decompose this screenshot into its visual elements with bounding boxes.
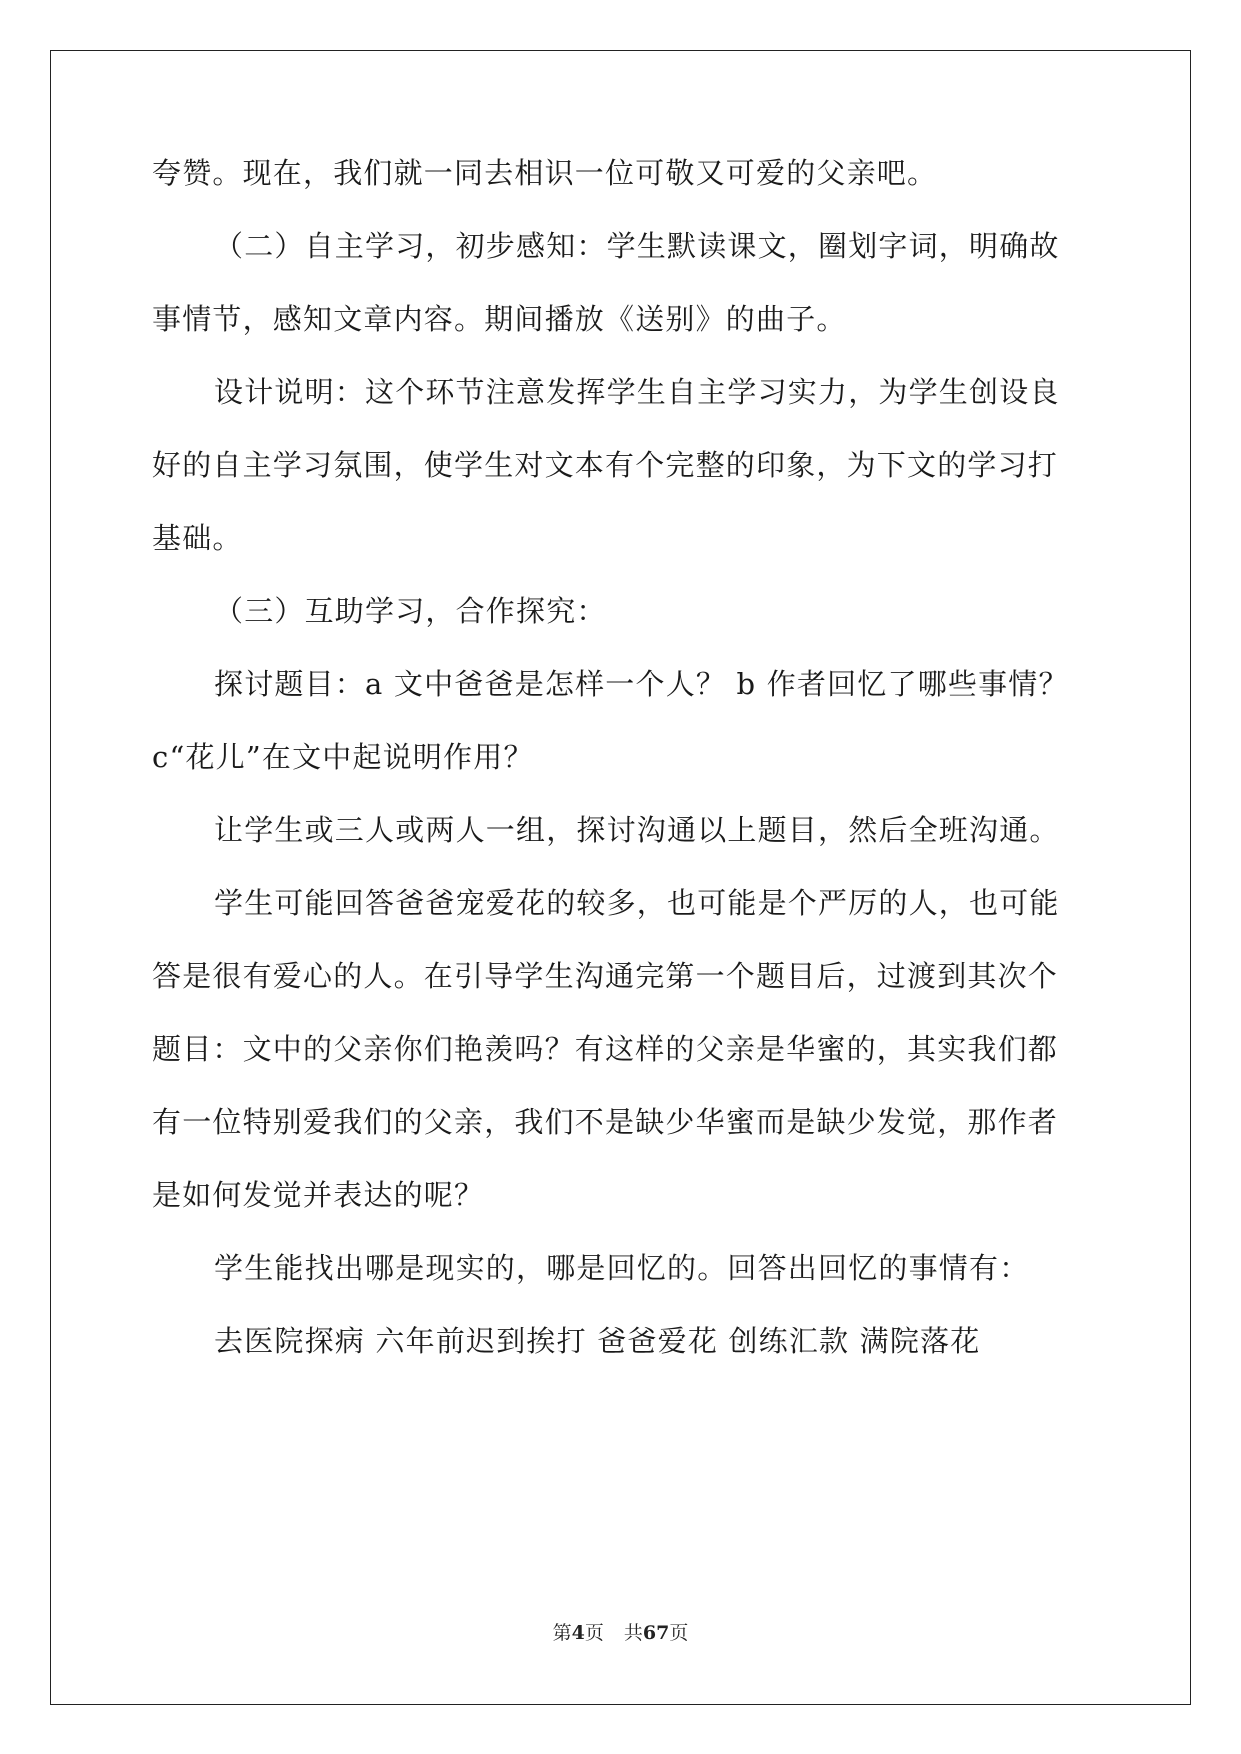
paragraph-line: 学生能找出哪是现实的，哪是回忆的。回答出回忆的事情有： (214, 1251, 1030, 1285)
page-number: 4 (571, 1622, 585, 1644)
total-prefix: 共 (623, 1622, 643, 1644)
paragraph-line: 好的自主学习氛围，使学生对文本有个完整的印象，为下文的学习打 (152, 448, 1059, 482)
paragraph-line: 夸赞。现在，我们就一同去相识一位可敬又可爱的父亲吧。 (152, 156, 938, 190)
page-footer (0, 1620, 1241, 1646)
paragraph-line: 设计说明：这个环节注意发挥学生自主学习实力，为学生创设良 (214, 375, 1060, 409)
paragraph-line: 有一位特别爱我们的父亲，我们不是缺少华蜜而是缺少发觉，那作者 (152, 1105, 1059, 1139)
paragraph-line: c“花儿”在文中起说明作用？ (152, 740, 534, 774)
paragraph-line: 题目：文中的父亲你们艳羡吗？有这样的父亲是华蜜的，其实我们都 (152, 1032, 1059, 1066)
paragraph-line: 去医院探病 六年前迟到挨打 爸爸爱花 创练汇款 满院落花 (214, 1324, 981, 1358)
paragraph-line: 探讨题目：a 文中爸爸是怎样一个人？ b 作者回忆了哪些事情？ (214, 667, 1069, 701)
total-pages: 67 (642, 1622, 670, 1644)
paragraph-line: （二）自主学习，初步感知：学生默读课文，圈划字词，明确故 (214, 229, 1060, 263)
paragraph-line: 事情节，感知文章内容。期间播放《送别》的曲子。 (152, 302, 847, 336)
paragraph-line: 是如何发觉并表达的呢？ (152, 1178, 485, 1212)
page-suffix: 页 (584, 1622, 604, 1644)
paragraph-line: 基础。 (152, 521, 243, 555)
paragraph-line: （三）互助学习，合作探究： (214, 594, 607, 628)
paragraph-line: 让学生或三人或两人一组，探讨沟通以上题目，然后全班沟通。 (214, 813, 1060, 847)
paragraph-line: 学生可能回答爸爸宠爱花的较多，也可能是个严厉的人，也可能 (214, 886, 1060, 920)
total-suffix: 页 (669, 1622, 689, 1644)
paragraph-line: 答是很有爱心的人。在引导学生沟通完第一个题目后，过渡到其次个 (152, 959, 1059, 993)
page-prefix: 第 (552, 1622, 572, 1644)
